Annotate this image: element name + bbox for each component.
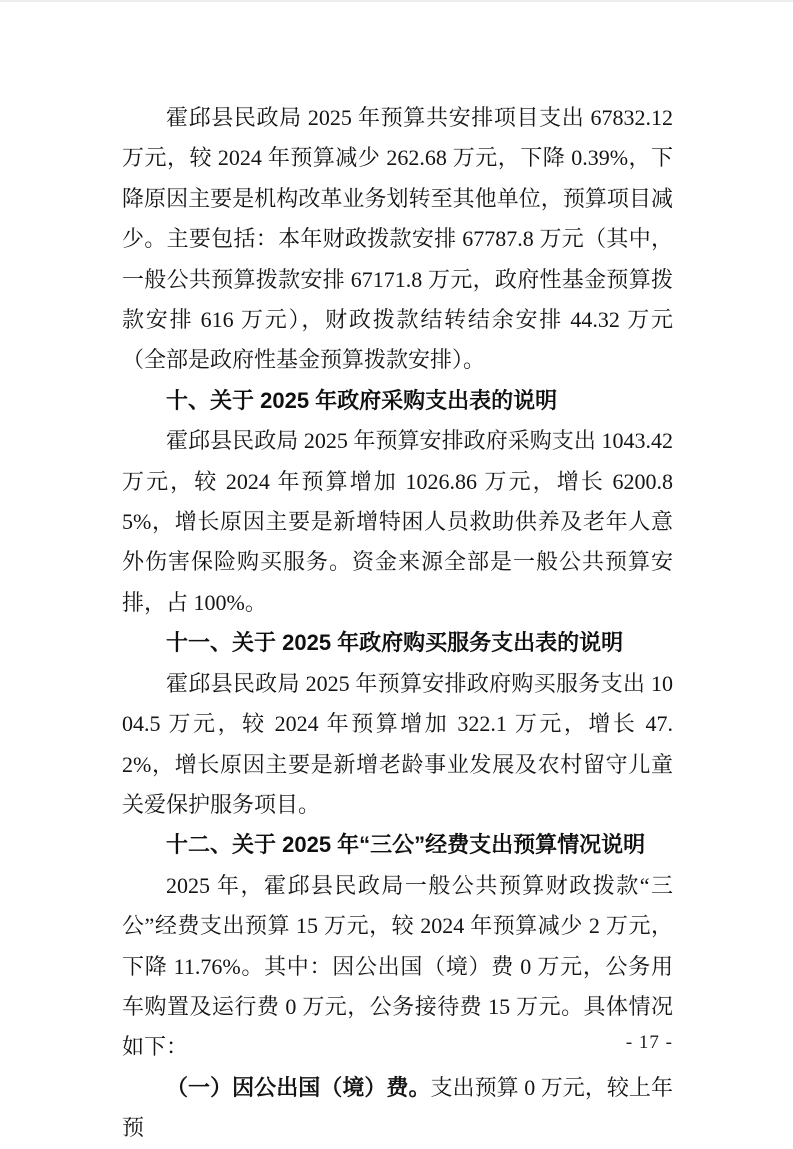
paragraph-lead-overseas-travel-fee: （一）因公出国（境）费。 [166,1074,431,1100]
paragraph-purchased-services: 霍邱县民政局 2025 年预算安排政府购买服务支出 1004.5 万元，较 2024 年预算增加 322.1 万元，增长 47.2%，增长原因主要是新增老龄事业发展及农村留守儿童关爱保护服务项目。 [122,670,673,817]
paragraph-project-expenditure: 霍邱县民政局 2025 年预算共安排项目支出 67832.12 万元，较 2024 年预算减少 262.68 万元，下降 0.39%，下降原因主要是机构改革业务划转至其他单位，预算项目减少。主要包括：本年财政拨款安排 67787.8 万元（其中，一般公共预算拨款安排 67171.8 万元，政府性基金预算拨款安排 616 万元），财政拨款结转结余安排 44.32 万元（全部是政府性基金预算拨款安排）。 [122,105,673,373]
heading-section-11-purchased-services: 十一、关于 2025 年政府购买服务支出表的说明 [166,630,624,656]
heading-section-10-gov-procurement: 十、关于 2025 年政府采购支出表的说明 [166,387,558,413]
page-number: - 17 - [625,1032,673,1053]
paragraph-gov-procurement: 霍邱县民政局 2025 年预算安排政府采购支出 1043.42 万元，较 2024 年预算增加 1026.86 万元，增长 6200.85%，增长原因主要是新增特困人员救助供养及老年人意外伤害保险购买服务。资金来源全部是一般公共预算安排，占 100%。 [122,428,673,615]
document-content [122,98,673,1149]
paragraph-overseas-travel-fee [122,1068,673,1149]
paragraph-three-public-funds: 2025 年，霍邱县民政局一般公共预算财政拨款“三公”经费支出预算 15 万元，较 2024 年预算减少 2 万元，下降 11.76%。其中：因公出国（境）费 0 万元，公务用车购置及运行费 0 万元，公务接待费 15 万元。具体情况如下： [122,872,673,1060]
paragraph-text-overseas-travel-fee: 支出预算 0 万元，较上年预 [122,1074,673,1141]
heading-section-12-three-public-funds: 十二、关于 2025 年“三公”经费支出预算情况说明 [166,832,646,858]
